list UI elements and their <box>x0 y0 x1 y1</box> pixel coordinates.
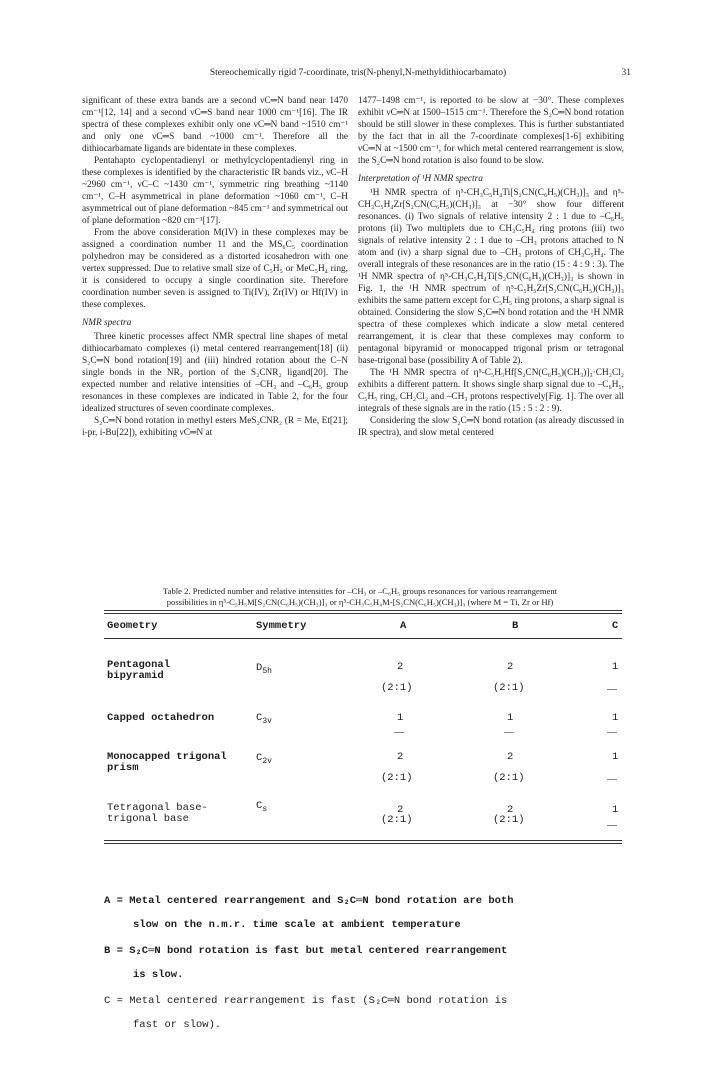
row4-geometry-2: trigonal base <box>107 813 189 825</box>
table-bottom-rule <box>104 840 622 841</box>
row2-b-dash <box>504 732 514 733</box>
row3-b-ratio: (2:1) <box>493 772 525 784</box>
interpretation-heading: Interpretation of ¹H NMR spectra <box>358 174 483 184</box>
table-bottom-rule-2 <box>104 843 622 844</box>
page-number: 31 <box>621 68 631 78</box>
table-caption-line-1: Table 2. Predicted number and relative intensities for –CH₃ or –C₆H₅ groups resonances for various rearrangement <box>162 586 558 596</box>
table-caption <box>100 586 620 608</box>
row2-a-dash <box>394 732 404 733</box>
note-b-line-1: B = S₂C═N bond rotation is fast but metal centered rearrangement <box>104 945 508 957</box>
left-paragraph-3: From the above consideration M(IV) in these complexes may be assigned a coordination number 11 and the MS₆C₅ coordination polyhedron may be considered as a distorted icosahedron with one vertex suppressed. Due to relative small size of C₅H₅ or MeC₅H₄ ring, it is considered to occupy a single coordination site. Therefore coordination number seven is assigned to Ti(IV), Zr(IV) or Hf(IV) in these complexes. <box>82 228 348 310</box>
running-title: Stereochemically rigid 7-coordinate, tris(N-phenyl,N-methyldithiocarbamato) <box>209 68 507 78</box>
row3-a: 2 <box>397 751 404 763</box>
header-geometry: Geometry <box>107 620 158 632</box>
left-column <box>82 95 348 439</box>
right-paragraph-3: The ¹H NMR spectra of η⁵-C₅H₅Hf[S₂CN(C₆H₅)(CH₃)]₃·CH₂Cl₂ exhibits a different pattern. It shows single sharp signal due to –C₆H₅, C₅H₅ ring, CH₂Cl₂ and –CH₃ protons respectively[Fig. 1]. The over all integrals of these signals are in the ratio (15 : 5 : 2 : 9). <box>358 368 624 414</box>
row1-symmetry: $D_{5h}$ <box>256 662 272 677</box>
table-header-rule <box>104 638 622 639</box>
row1-b: 2 <box>507 661 514 673</box>
row3-geometry: Monocapped trigonal <box>107 751 227 763</box>
table-top-rule-2 <box>104 613 622 614</box>
note-c-line-1: C = Metal centered rearrangement is fast (S₂C═N bond rotation is <box>104 995 508 1007</box>
row4-geometry: Tetragonal base- <box>107 802 208 814</box>
nmr-spectra-heading: NMR spectra <box>82 318 132 328</box>
right-column <box>358 95 624 439</box>
note-b-line-2: is slow. <box>133 969 184 981</box>
row4-b-ratio: (2:1) <box>493 814 525 826</box>
right-paragraph-1: 1477–1498 cm⁻¹, is reported to be slow at −30°. These complexes exhibit νC═N at 1500–1515 cm⁻¹. Therefore the S₂C═N bond rotation should be still slower in these complexes. This is further substantiated by the fact that in all the 7-coordinate complexes[1-6] exhibiting νC═N at ~1500 cm⁻¹, for which metal centered rearrangement is slow, the S₂C═N bond rotation is also found to be slow. <box>358 96 624 166</box>
row2-c: 1 <box>612 712 619 724</box>
row2-b: 1 <box>507 712 514 724</box>
row1-geometry: Pentagonal <box>107 659 171 671</box>
row3-c: 1 <box>612 751 619 763</box>
header-b: B <box>512 620 519 632</box>
row4-symmetry: $C_s$ <box>256 800 268 815</box>
row3-symmetry: $C_{2v}$ <box>256 752 272 767</box>
header-c: C <box>612 620 619 632</box>
row2-geometry: Capped octahedron <box>107 712 215 724</box>
left-paragraph-4: Three kinetic processes affect NMR spectral line shapes of metal dithiocarbamato complexes (i) metal centered rearrangement[18] (ii) S₂C═N bond rotation[19] and (iii) hindred rotation about the C–N single bonds in the NR₂ portion of the S₂CNR₂ ligand[20]. The expected number and relative intensities of –CH₃ and –C₆H₅ group resonances in these complexes are indicated in Table 2, for the four idealized structures of seven coordinate complexes. <box>82 332 348 414</box>
row3-c-dash <box>607 779 617 780</box>
header-symmetry: Symmetry <box>256 620 307 632</box>
row3-a-ratio: (2:1) <box>381 772 413 784</box>
note-a-line-1: A = Metal centered rearrangement and S₂C═N bond rotation are both <box>104 895 514 907</box>
note-a-line-2: slow on the n.m.r. time scale at ambient temperature <box>133 919 461 931</box>
row2-symmetry: $C_{3v}$ <box>256 712 272 727</box>
note-c-line-2: fast or slow). <box>133 1019 222 1031</box>
left-paragraph-5: S₂C═N bond rotation in methyl esters MeS₂CNR₂ (R = Me, Et[21]; i-pr, i-Bu[22]), exhibiting νC═N at <box>82 416 348 438</box>
row1-a: 2 <box>397 661 404 673</box>
table-caption-line-2: possibilities in η⁵-C₅H₅M[S₂CN(C₆H₅)(CH₃)]₃ or η⁵-CH₃C₅H₄M-[S₂CN(C₆H₅)(CH₃)]₃ (where M = Ti, Zr or Hf) <box>166 597 554 607</box>
row1-c-dash <box>607 689 617 690</box>
row2-c-dash <box>607 732 617 733</box>
right-paragraph-4: Considering the slow S₂C═N bond rotation (as already discussed in IR spectra), and slow metal centered <box>358 416 624 438</box>
left-paragraph-1: significant of these extra bands are a second νC═N band near 1470 cm⁻¹[12, 14] and a second νC═S band near 1000 cm⁻¹[16]. The IR spectra of these complexes exhibit only one νC═N band ~1510 cm⁻¹ and only one νC═S band ~1000 cm⁻¹. Therefore all the dithiocarbamate ligands are bidentate in these complexes. <box>82 96 348 154</box>
row1-geometry-2: bipyramid <box>107 670 164 682</box>
row4-a: 2 <box>397 804 404 816</box>
row4-c-dash <box>607 825 617 826</box>
row3-geometry-2: prism <box>107 762 139 774</box>
row4-c: 1 <box>612 804 619 816</box>
row2-a: 1 <box>397 712 404 724</box>
header-a: A <box>400 620 407 632</box>
row4-a-ratio: (2:1) <box>381 814 413 826</box>
row1-a-ratio: (2:1) <box>381 682 413 694</box>
table-top-rule <box>104 610 622 611</box>
right-paragraph-2: ¹H NMR spectra of η⁵-CH₃C₅H₄Ti[S₂CN(C₆H₅)(CH₃)]₃ and η⁵-CH₃C₅H₄Zr[S₂CN(C₆H₅)(CH₃)]₃ at −30° show four different resonances. (i) Two signals of relative intensity 2 : 1 due to –C₆H₅ protons (ii) Two multiplets due to CH₃C₅H₄ ring protons (iii) two signals of relative intensity 2 : 1 due to –CH₃ protons attached to N atom and (iv) a sharp signal due to –CH₃ protons of CH₃C₅H₄. The overall integrals of these resonances are in the ratio (15 : 4 : 9 : 3). The ¹H NMR spectra of η⁵-CH₃C₅H₄Ti[S₂CN(C₆H₅)(CH₃)]₃ is shown in Fig. 1, the ¹H NMR spectrum of η⁵-C₅H₅Zr[S₂CN(C₆H₅)(CH₃)]₃ exhibits the same pattern except for C₅H₅ ring protons, a sharp signal is obtained. Considering the slow S₂C═N bond rotation and the ¹H NMR spectra of these complexes which indicate a slow metal centered rearrangement, it is clear that these complexes may conform to pentagonal bipyramid or monocapped trigonal prism or tetragonal base-trigonal base (possibility A of Table 2). <box>358 188 624 366</box>
left-paragraph-2: Pentahapto cyclopentadienyl or methylcyclopentadienyl ring in these complexes is identified by the characteristic IR bands viz., νC–H ~2960 cm⁻¹, νC–C ~1430 cm⁻¹, symmetric ring breathing ~1140 cm⁻¹, C–H asymmetrical in plane deformation ~1060 cm⁻¹, C–H asymmetrical out of plane deformation ~845 cm⁻¹ and symmetrical out of plane deformation ~820 cm⁻¹[17]. <box>82 156 348 226</box>
row3-b: 2 <box>507 751 514 763</box>
row1-b-ratio: (2:1) <box>493 682 525 694</box>
row1-c: 1 <box>612 661 619 673</box>
row4-b: 2 <box>507 804 514 816</box>
